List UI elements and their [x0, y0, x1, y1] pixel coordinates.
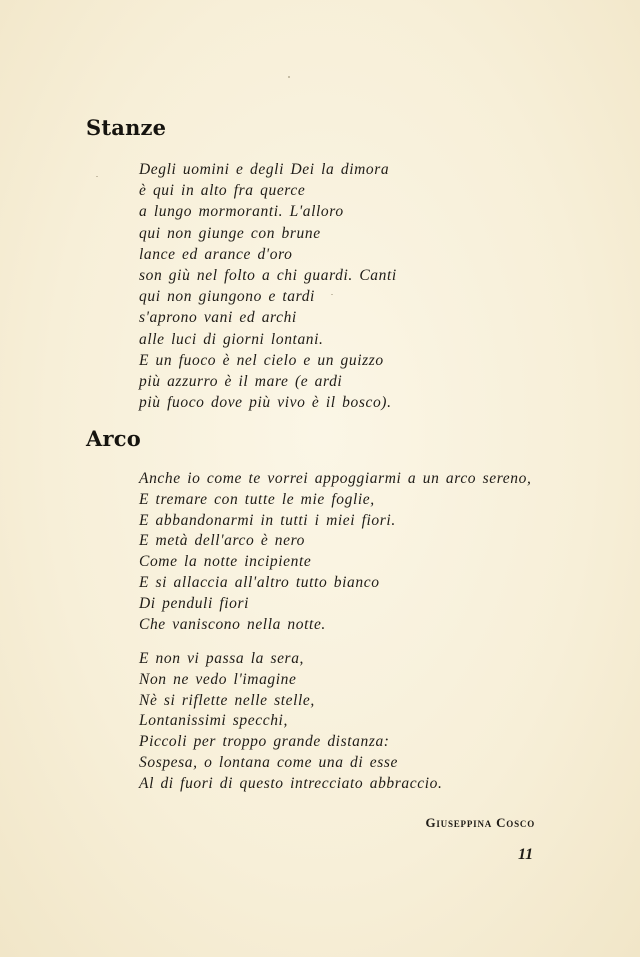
- verse-line: E metà dell'arco è nero: [139, 532, 306, 550]
- verse-line: Nè si riflette nelle stelle,: [139, 691, 315, 709]
- poem-stanza-arco-2: [139, 649, 442, 795]
- verse-line: Che vaniscono nella notte.: [139, 615, 326, 633]
- poem-title-stanze: Stanze: [86, 115, 167, 140]
- verse-line: s'aprono vani ed archi: [139, 309, 297, 327]
- verse-line: Di penduli fiori: [139, 594, 250, 612]
- verse-line: E non vi passa la sera,: [139, 650, 305, 667]
- paper-speck: [96, 176, 98, 177]
- verse-line: a lungo mormoranti. L'alloro: [139, 203, 344, 221]
- paper-speck: [288, 76, 290, 78]
- verse-line: qui non giunge con brune: [139, 224, 321, 242]
- verse-line: E un fuoco è nel cielo e un guizzo: [139, 351, 384, 369]
- verse-line: lance ed arance d'oro: [139, 245, 293, 263]
- poem-stanza-stanze: [139, 159, 397, 413]
- verse-line: Piccoli per troppo grande distanza:: [139, 733, 390, 751]
- poem-title-arco: Arco: [86, 426, 141, 451]
- author-signature: Giuseppina Cosco: [425, 815, 535, 830]
- poem-stanza-arco-1: [139, 469, 531, 635]
- verse-line: Degli uomini e degli Dei la dimora: [139, 161, 390, 178]
- verse-line: son giù nel folto a chi guardi. Canti: [139, 267, 397, 285]
- verse-line: Sospesa, o lontana come una di esse: [139, 753, 399, 771]
- verse-line: Anche io come te vorrei appoggiarmi a un arco sereno,: [139, 470, 532, 487]
- verse-line: più fuoco dove più vivo è il bosco).: [139, 394, 392, 412]
- verse-line: è qui in alto fra querce: [139, 182, 306, 200]
- verse-line: Al di fuori di questo intrecciato abbraccio.: [139, 774, 443, 792]
- verse-line: Non ne vedo l'imagine: [139, 670, 297, 688]
- verse-line: Lontanissimi specchi,: [139, 712, 288, 730]
- verse-line: E tremare con tutte le mie foglie,: [139, 490, 375, 508]
- page-number: 11: [518, 846, 534, 863]
- verse-line: E si allaccia all'altro tutto bianco: [139, 573, 380, 591]
- verse-line: E abbandonarmi in tutti i miei fiori.: [139, 511, 396, 529]
- verse-line: alle luci di giorni lontani.: [139, 330, 324, 348]
- verse-line: più azzurro è il mare (e ardi: [139, 373, 343, 391]
- verse-line: Come la notte incipiente: [139, 553, 312, 571]
- verse-line: qui non giungono e tardi: [139, 288, 315, 306]
